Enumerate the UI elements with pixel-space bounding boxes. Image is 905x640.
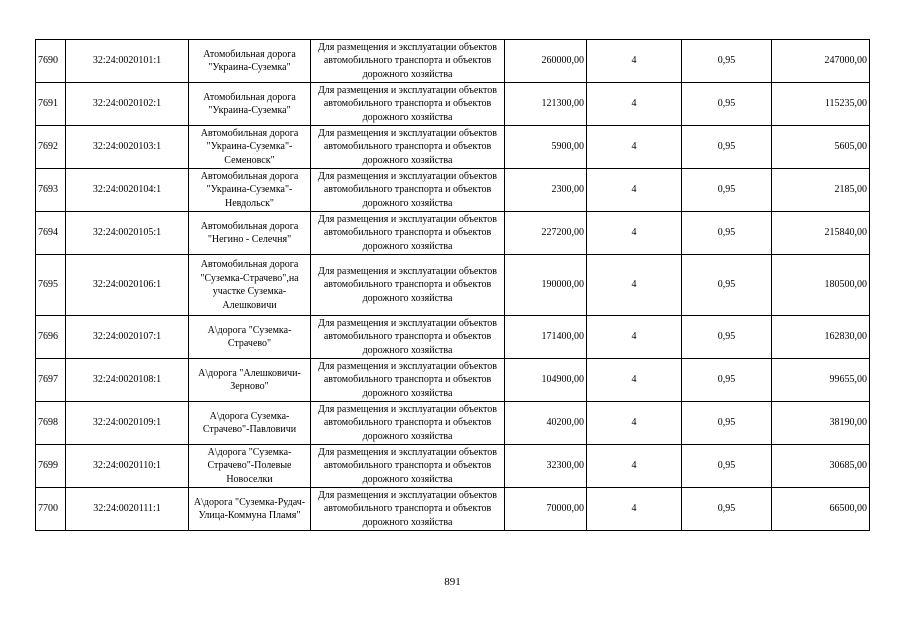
permitted-use-cell: Для размещения и эксплуатации объектов автомобильного транспорта и объектов дорожного хозяйства — [311, 83, 505, 126]
table-row — [36, 255, 870, 316]
result-value-cell: 99655,00 — [772, 359, 870, 402]
permitted-use-cell: Для размещения и эксплуатации объектов автомобильного транспорта и объектов дорожного хозяйства — [311, 402, 505, 445]
object-name-cell: А\дорога "Суземка-Страчево" — [189, 316, 311, 359]
table-row — [36, 83, 870, 126]
group-cell: 4 — [587, 488, 682, 531]
cadastral-cost-cell: 40200,00 — [505, 402, 587, 445]
coefficient-cell: 0,95 — [682, 359, 772, 402]
table-row — [36, 212, 870, 255]
row-number-cell: 7700 — [36, 488, 66, 531]
table-row — [36, 488, 870, 531]
table-body — [36, 40, 870, 531]
object-name-cell: Автомобильная дорога "Суземка-Страчево",на участке Суземка-Алешковичи — [189, 255, 311, 316]
group-cell: 4 — [587, 212, 682, 255]
table-row — [36, 169, 870, 212]
table-row — [36, 126, 870, 169]
object-name-cell: Атомобильная дорога "Украина-Суземка" — [189, 40, 311, 83]
group-cell: 4 — [587, 255, 682, 316]
cadastral-number-cell: 32:24:0020103:1 — [66, 126, 189, 169]
object-name-cell: А\дорога Суземка-Страчево"-Павловичи — [189, 402, 311, 445]
result-value-cell: 215840,00 — [772, 212, 870, 255]
cadastral-cost-cell: 104900,00 — [505, 359, 587, 402]
group-cell: 4 — [587, 40, 682, 83]
permitted-use-cell: Для размещения и эксплуатации объектов автомобильного транспорта и объектов дорожного хозяйства — [311, 255, 505, 316]
cadastral-number-cell: 32:24:0020102:1 — [66, 83, 189, 126]
permitted-use-cell: Для размещения и эксплуатации объектов автомобильного транспорта и объектов дорожного хозяйства — [311, 126, 505, 169]
row-number-cell: 7694 — [36, 212, 66, 255]
permitted-use-cell: Для размещения и эксплуатации объектов автомобильного транспорта и объектов дорожного хозяйства — [311, 169, 505, 212]
object-name-cell: А\дорога "Алешковичи-Зерново" — [189, 359, 311, 402]
group-cell: 4 — [587, 359, 682, 402]
result-value-cell: 30685,00 — [772, 445, 870, 488]
permitted-use-cell: Для размещения и эксплуатации объектов автомобильного транспорта и объектов дорожного хозяйства — [311, 316, 505, 359]
coefficient-cell: 0,95 — [682, 255, 772, 316]
land-parcel-table — [35, 39, 870, 531]
table-row — [36, 402, 870, 445]
result-value-cell: 2185,00 — [772, 169, 870, 212]
object-name-cell: Автомобильная дорога "Украина-Суземка"-Семеновск" — [189, 126, 311, 169]
cadastral-cost-cell: 32300,00 — [505, 445, 587, 488]
coefficient-cell: 0,95 — [682, 126, 772, 169]
row-number-cell: 7690 — [36, 40, 66, 83]
cadastral-number-cell: 32:24:0020111:1 — [66, 488, 189, 531]
cadastral-cost-cell: 260000,00 — [505, 40, 587, 83]
row-number-cell: 7696 — [36, 316, 66, 359]
object-name-cell: А\дорога "Суземка-Рудач-Улица-Коммуна Пламя" — [189, 488, 311, 531]
group-cell: 4 — [587, 445, 682, 488]
cadastral-cost-cell: 70000,00 — [505, 488, 587, 531]
result-value-cell: 5605,00 — [772, 126, 870, 169]
page-number: 891 — [444, 576, 461, 588]
cadastral-cost-cell: 227200,00 — [505, 212, 587, 255]
permitted-use-cell: Для размещения и эксплуатации объектов автомобильного транспорта и объектов дорожного хозяйства — [311, 359, 505, 402]
coefficient-cell: 0,95 — [682, 40, 772, 83]
row-number-cell: 7692 — [36, 126, 66, 169]
row-number-cell: 7695 — [36, 255, 66, 316]
group-cell: 4 — [587, 169, 682, 212]
coefficient-cell: 0,95 — [682, 488, 772, 531]
cadastral-cost-cell: 121300,00 — [505, 83, 587, 126]
table-row — [36, 40, 870, 83]
permitted-use-cell: Для размещения и эксплуатации объектов автомобильного транспорта и объектов дорожного хозяйства — [311, 445, 505, 488]
table-row — [36, 445, 870, 488]
result-value-cell: 180500,00 — [772, 255, 870, 316]
row-number-cell: 7693 — [36, 169, 66, 212]
table-row — [36, 316, 870, 359]
cadastral-number-cell: 32:24:0020110:1 — [66, 445, 189, 488]
cadastral-number-cell: 32:24:0020108:1 — [66, 359, 189, 402]
coefficient-cell: 0,95 — [682, 402, 772, 445]
group-cell: 4 — [587, 402, 682, 445]
result-value-cell: 66500,00 — [772, 488, 870, 531]
table-row — [36, 359, 870, 402]
cadastral-cost-cell: 190000,00 — [505, 255, 587, 316]
cadastral-number-cell: 32:24:0020101:1 — [66, 40, 189, 83]
cadastral-cost-cell: 2300,00 — [505, 169, 587, 212]
object-name-cell: А\дорога "Суземка-Страчево"-Полевые Новоселки — [189, 445, 311, 488]
result-value-cell: 38190,00 — [772, 402, 870, 445]
coefficient-cell: 0,95 — [682, 83, 772, 126]
group-cell: 4 — [587, 83, 682, 126]
permitted-use-cell: Для размещения и эксплуатации объектов автомобильного транспорта и объектов дорожного хозяйства — [311, 40, 505, 83]
result-value-cell: 115235,00 — [772, 83, 870, 126]
group-cell: 4 — [587, 316, 682, 359]
coefficient-cell: 0,95 — [682, 212, 772, 255]
cadastral-cost-cell: 171400,00 — [505, 316, 587, 359]
object-name-cell: Атомобильная дорога "Украина-Суземка" — [189, 83, 311, 126]
permitted-use-cell: Для размещения и эксплуатации объектов автомобильного транспорта и объектов дорожного хозяйства — [311, 212, 505, 255]
cadastral-number-cell: 32:24:0020109:1 — [66, 402, 189, 445]
object-name-cell: Автомобильная дорога "Украина-Суземка"-Невдольск" — [189, 169, 311, 212]
permitted-use-cell: Для размещения и эксплуатации объектов автомобильного транспорта и объектов дорожного хозяйства — [311, 488, 505, 531]
row-number-cell: 7699 — [36, 445, 66, 488]
result-value-cell: 162830,00 — [772, 316, 870, 359]
result-value-cell: 247000,00 — [772, 40, 870, 83]
row-number-cell: 7691 — [36, 83, 66, 126]
cadastral-number-cell: 32:24:0020105:1 — [66, 212, 189, 255]
cadastral-number-cell: 32:24:0020104:1 — [66, 169, 189, 212]
coefficient-cell: 0,95 — [682, 169, 772, 212]
cadastral-number-cell: 32:24:0020107:1 — [66, 316, 189, 359]
coefficient-cell: 0,95 — [682, 445, 772, 488]
row-number-cell: 7698 — [36, 402, 66, 445]
row-number-cell: 7697 — [36, 359, 66, 402]
coefficient-cell: 0,95 — [682, 316, 772, 359]
cadastral-cost-cell: 5900,00 — [505, 126, 587, 169]
cadastral-number-cell: 32:24:0020106:1 — [66, 255, 189, 316]
group-cell: 4 — [587, 126, 682, 169]
object-name-cell: Автомобильная дорога "Негино - Селечня" — [189, 212, 311, 255]
